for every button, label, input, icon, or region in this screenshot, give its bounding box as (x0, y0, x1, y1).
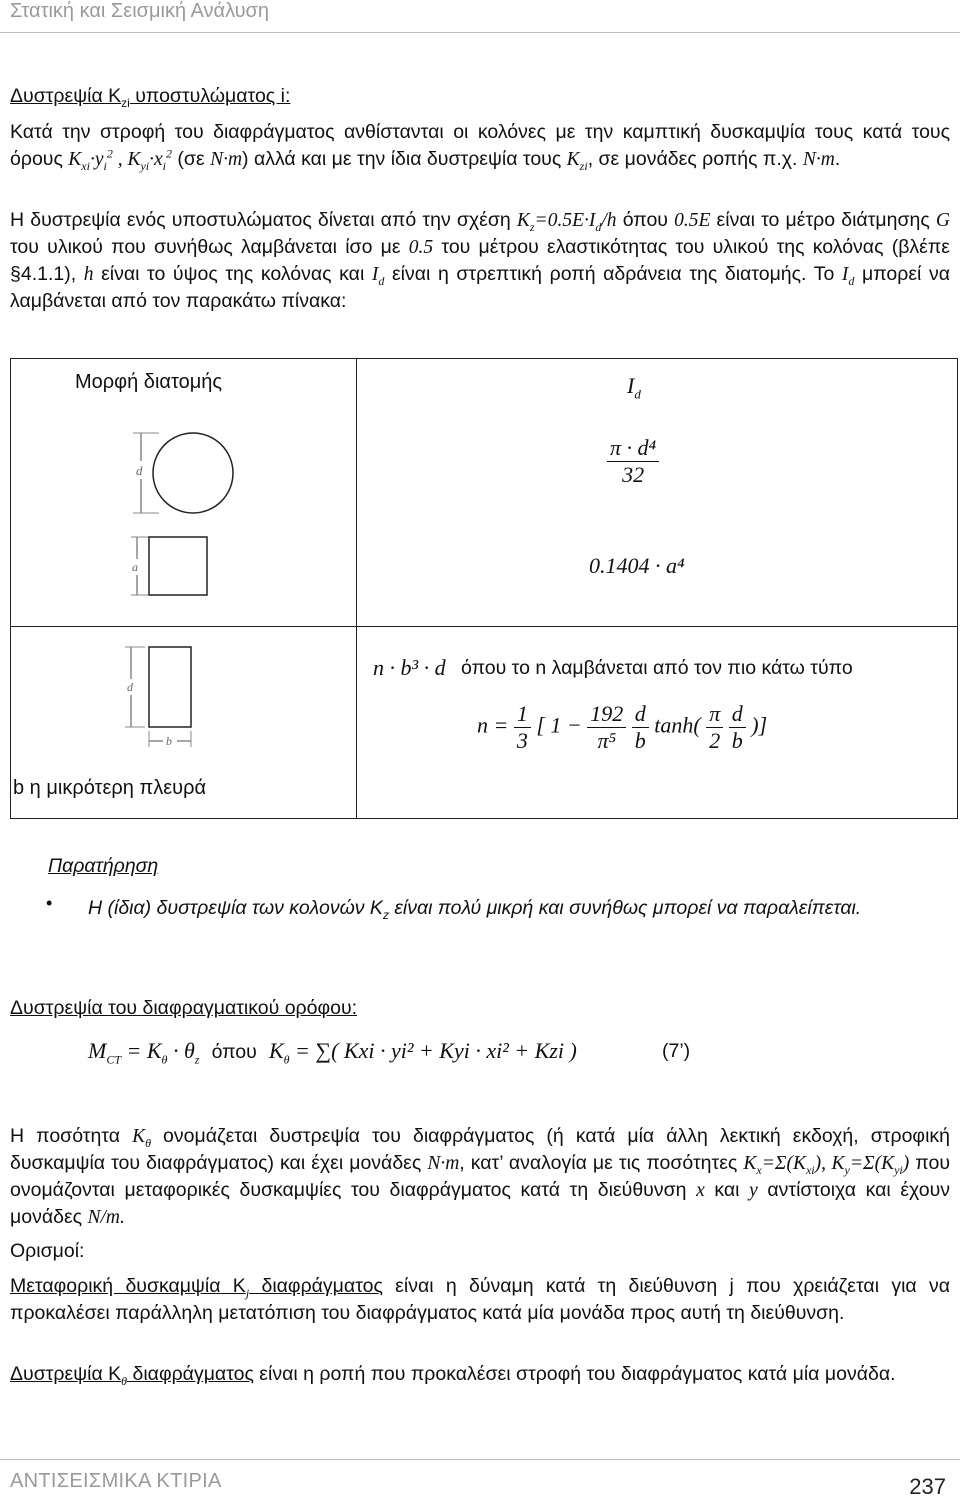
col-header-id: $I_d$ (627, 373, 641, 402)
footer-rule (0, 1459, 960, 1460)
paragraph-rotation: Κατά την στροφή του διαφράγματος ανθίστανται οι κολόνες με την καμπτική δυσκαμψία τους κατά τους όρους $K_{xi}\cdot y_i^2$ , $K_{yi}\cdot x_i^2$ (σε N·m) αλλά και με την ίδια δυστρεψία τους $K_{zi}$, σε μονάδες ροπής π.χ. N·m. (10, 121, 950, 173)
floor-title: Δυστρεψία του διαφραγματικού ορόφου: (10, 997, 358, 1019)
section-kzi-title: Δυστρεψία $K_{zi}$ υποστυλώματος i: (10, 85, 291, 110)
rect-formula-text: όπου το n λαμβάνεται από τον πιο κάτω τύπο (461, 657, 853, 679)
square-formula: 0.1404 · a⁴ (589, 553, 685, 578)
rect-d-label: d (127, 680, 133, 694)
formula-cell-2 (357, 627, 958, 819)
section-table (10, 358, 958, 819)
page-header: Στατική και Σεισμική Ανάλυση (10, 0, 270, 22)
footer-title: ΑΝΤΙΣΕΙΣΜΙΚΑ ΚΤΙΡΙΑ (10, 1470, 222, 1492)
circle-formula: $\frac{\text{π · d⁴}}{32}$ (607, 435, 659, 488)
square-dimension-label: a (132, 560, 138, 574)
n-formula: n = $\frac{1}{3}$ [ 1 − $\frac{192}{\text{π⁵}}$ $\frac{d}{b}$ tanh( $\frac{\pi}{2}$ $\frac{d}{b}$ )] (477, 701, 768, 753)
bullet-icon: • (46, 893, 53, 913)
shape-cell-1 (11, 359, 357, 627)
square-section-icon (121, 535, 241, 615)
equation-7prime: $M_{CT} = K_\theta \cdot \theta_z$ όπου $K_\theta$ = ∑( Kxi · yi² + Kyi · xi² + Kzi ) (88, 1038, 577, 1067)
definition-translational: Μεταφορική δυσκαμψία $K_j$ διαφράγματος είναι η δύναμη κατά τη διεύθυνση j που χρειάζεται για να προκαλέσει παράλληλη μετατόπιση του διαφράγματος κατά μία μονάδα προς αυτή τη διεύθυνση. (10, 1275, 950, 1324)
paragraph-kz-definition: Η δυστρεψία ενός υποστυλώματος δίνεται από την σχέση $K_z=0.5E\cdot I_d/h$ όπου 0.5E είναι το μέτρο διάτμησης G του υλικού που συνήθως λαμβάνεται ίσο με 0.5 του μέτρου ελαστικότητας του υλικού της κολόνας (βλέπε §4.1.1), h είναι το ύψος της κολόνας και $I_d$ είναι η στρεπτική ροπή αδράνεια της διατομής. Το $I_d$ μπορεί να λαμβάνεται από τον παρακάτω πίνακα: (10, 209, 951, 312)
col-header-shape: Μορφή διατομής (75, 371, 222, 393)
formula-cell-1 (357, 359, 958, 627)
circle-section-icon (121, 425, 241, 525)
equation-number: (7’) (662, 1040, 691, 1062)
definitions-title: Ορισμοί: (10, 1240, 85, 1262)
header-rule (0, 32, 960, 33)
rect-formula: n · b³ · d (373, 655, 446, 680)
note-title: Παρατήρηση (48, 855, 159, 877)
circle-dimension-label: d (136, 463, 143, 478)
paragraph-k0: Η ποσότητα $K_\theta$ ονομάζεται δυστρεψία του διαφράγματος (ή κατά μία άλλη λεκτική εκδοχή, στροφική δυσκαμψία του διαφράγματος) και έχει μονάδες N·m, κατ’ αναλογία με τις ποσότητες $K_x=\Sigma(K_{xi})$, $K_y=\Sigma(K_{yi})$ που ονομάζονται μεταφορικές δυσκαμψίες του διαφράγματος κατά τη διεύθυνση x και y αντίστοιχα και έχουν μονάδες N/m. (10, 1125, 951, 1228)
rectangle-section-icon (121, 643, 221, 755)
page-number: 237 (909, 1474, 946, 1499)
rect-b-label: b (166, 734, 172, 748)
shape-cell-2 (11, 627, 357, 819)
note-bullet: Η (ίδια) δυστρεψία των κολονών $K_z$ είναι πολύ μικρή και συνήθως μπορεί να παραλείπεται. (88, 897, 862, 922)
definition-torsional: Δυστρεψία $K_\theta$ διαφράγματος είναι η ροπή που προκαλέσει στροφή του διαφράγματος κατά μία μονάδα. (10, 1363, 896, 1388)
table-footnote: b η μικρότερη πλευρά (13, 777, 207, 799)
